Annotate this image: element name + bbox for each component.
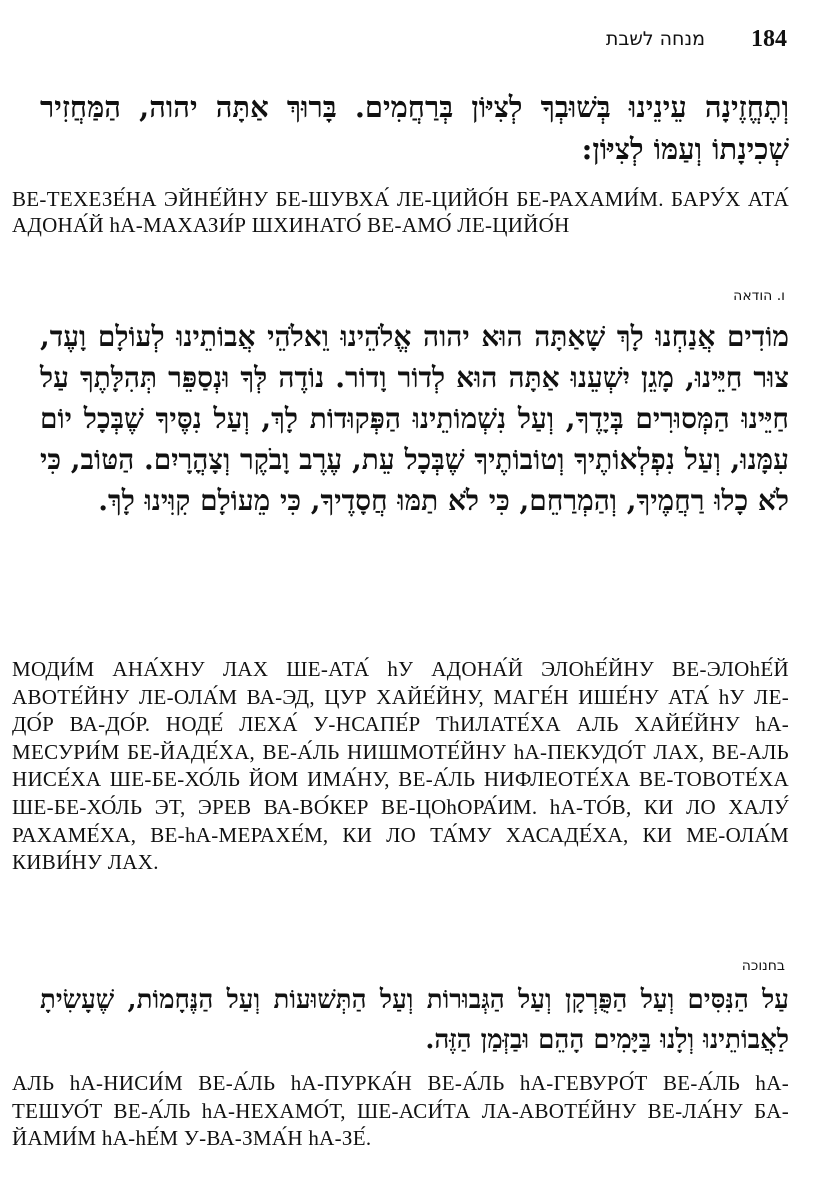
hodaa-hebrew-text: מוֹדִים אֲנַחְנוּ לָךְ שָׁאַתָּה הוּא יהוה אֱלֹהֵינוּ וֵאלֹהֵי אֲבוֹתֵינוּ לְעוֹלָם וָעֶד, צוּר חַיֵּינוּ, מָגֵן יִשְׁעֵנוּ אַתָּה הוּא לְדוֹר וָדוֹר. נוֹדֶה לְּךָ וּנְסַפֵּר תְּהִלָּתֶךָ עַל חַיֵּינוּ הַמְּסוּרִים בְּיָדֶךָ, וְעַל נִשְׁמוֹתֵינוּ הַפְּקוּדוֹת לָךְ, וְעַל נִסֶּיךָ שֶׁבְּכָל יוֹם עִמָּנוּ, וְעַל נִפְלְאוֹתֶיךָ וְטוֹבוֹתֶיךָ שֶׁבְּכָל עֵת, עֶרֶב וָבֹקֶר וְצָהֳרָיִם. הַטּוֹב, כִּי לֹא כָלוּ רַחֲמֶיךָ, וְהַמְרַחֵם, כִּי לֹא תַמּוּ חֲסָדֶיךָ, כִּי מֵעוֹלָם קִוִּינוּ לָךְ. <box>40 320 789 517</box>
hanukka-hebrew-text: עַל הַנִּסִּים וְעַל הַפֻּרְקָן וְעַל הַגְּבוּרוֹת וְעַל הַתְּשׁוּעוֹת וְעַל הַנֶּחָמוֹת, שֶׁעָשִׂיתָ לַאֲבוֹתֵינוּ וְלָנוּ בַּיָּמִים הָהֵם וּבַזְּמַן הַזֶּה. <box>40 985 789 1055</box>
page-number: 184 <box>751 26 787 52</box>
hanukka-transliteration: АЛЬ hА-НИСИ́М ВЕ-А́ЛЬ hА-ПУРКА́Н ВЕ-А́ЛЬ hА-ГЕВУРО́Т ВЕ-А́ЛЬ hА-ТЕШУО́Т ВЕ-А́ЛЬ hА-НЕХАМО́Т, ШЕ-АСИ́ТА ЛА-АВОТЕ́ЙНУ ВЕ-ЛА́НУ БА-ЙАМИ́М hА-hЕ́М У-ВА-ЗМА́Н hА-ЗЕ́. <box>12 1071 789 1151</box>
hodaa-section-label: ו. הודאה <box>733 288 785 304</box>
running-title: מנחה לשבת <box>605 28 705 50</box>
avoda-hebrew-text: וְתֶחֱזֶינָה עֵינֵינוּ בְּשׁוּבְךָ לְצִיּוֹן בְּרַחֲמִים. בָּרוּךְ אַתָּה יהוה, הַמַּחֲזִיר שְׁכִינָתוֹ וְעַמּוֹ לְצִיּוֹן: <box>40 90 789 166</box>
hodaa-transliteration: МОДИ́М АНА́ХНУ ЛАХ ШЕ-АТА́ hУ АДОНА́Й ЭЛОhЕ́ЙНУ ВЕ-ЭЛОhЕ́Й АВОТЕ́ЙНУ ЛЕ-ОЛА́М ВА-ЭД, ЦУР ХАЙЕ́ЙНУ, МАГЕ́Н ИШЕ́НУ АТА́ hУ ЛЕ-ДО́Р ВА-ДО́Р. НОДЕ́ ЛЕХА́ У-НСАПЕ́Р ТhИЛАТЕ́ХА АЛЬ ХАЙЕ́ЙНУ hА-МЕСУРИ́М БЕ-ЙАДЕ́ХА, ВЕ-А́ЛЬ НИШМОТЕ́ЙНУ hА-ПЕКУДО́Т ЛАХ, ВЕ-АЛЬ НИСЕ́ХА ШЕ-БЕ-ХО́ЛЬ ЙОМ ИМА́НУ, ВЕ-А́ЛЬ НИФЛЕОТЕ́ХА ВЕ-ТОВОТЕ́ХА ШЕ-БЕ-ХО́ЛЬ ЭТ, ЭРЕВ ВА-ВО́КЕР ВЕ-ЦОhОРА́ИМ. hА-ТО́В, КИ ЛО ХАЛУ́ РАХАМЕ́ХА, ВЕ-hА-МЕРАХЕ́М, КИ ЛО ТА́МУ ХАСАДЕ́ХА, КИ МЕ-ОЛА́М КИВИ́НУ ЛАХ. <box>12 657 789 875</box>
page-header <box>0 22 813 62</box>
avoda-transliteration: ВЕ-ТЕХЕЗЕ́НА ЭЙНЕ́ЙНУ БЕ-ШУВХА́ ЛЕ-ЦИЙО́Н БЕ-РАХАМИ́М. БАРУ́Х АТА́ АДОНА́Й hА-МАХАЗИ́Р ШХИНАТО́ ВЕ-АМО́ ЛЕ-ЦИЙО́Н <box>12 187 789 237</box>
hanukka-section-label: בחנוכה <box>741 958 785 974</box>
